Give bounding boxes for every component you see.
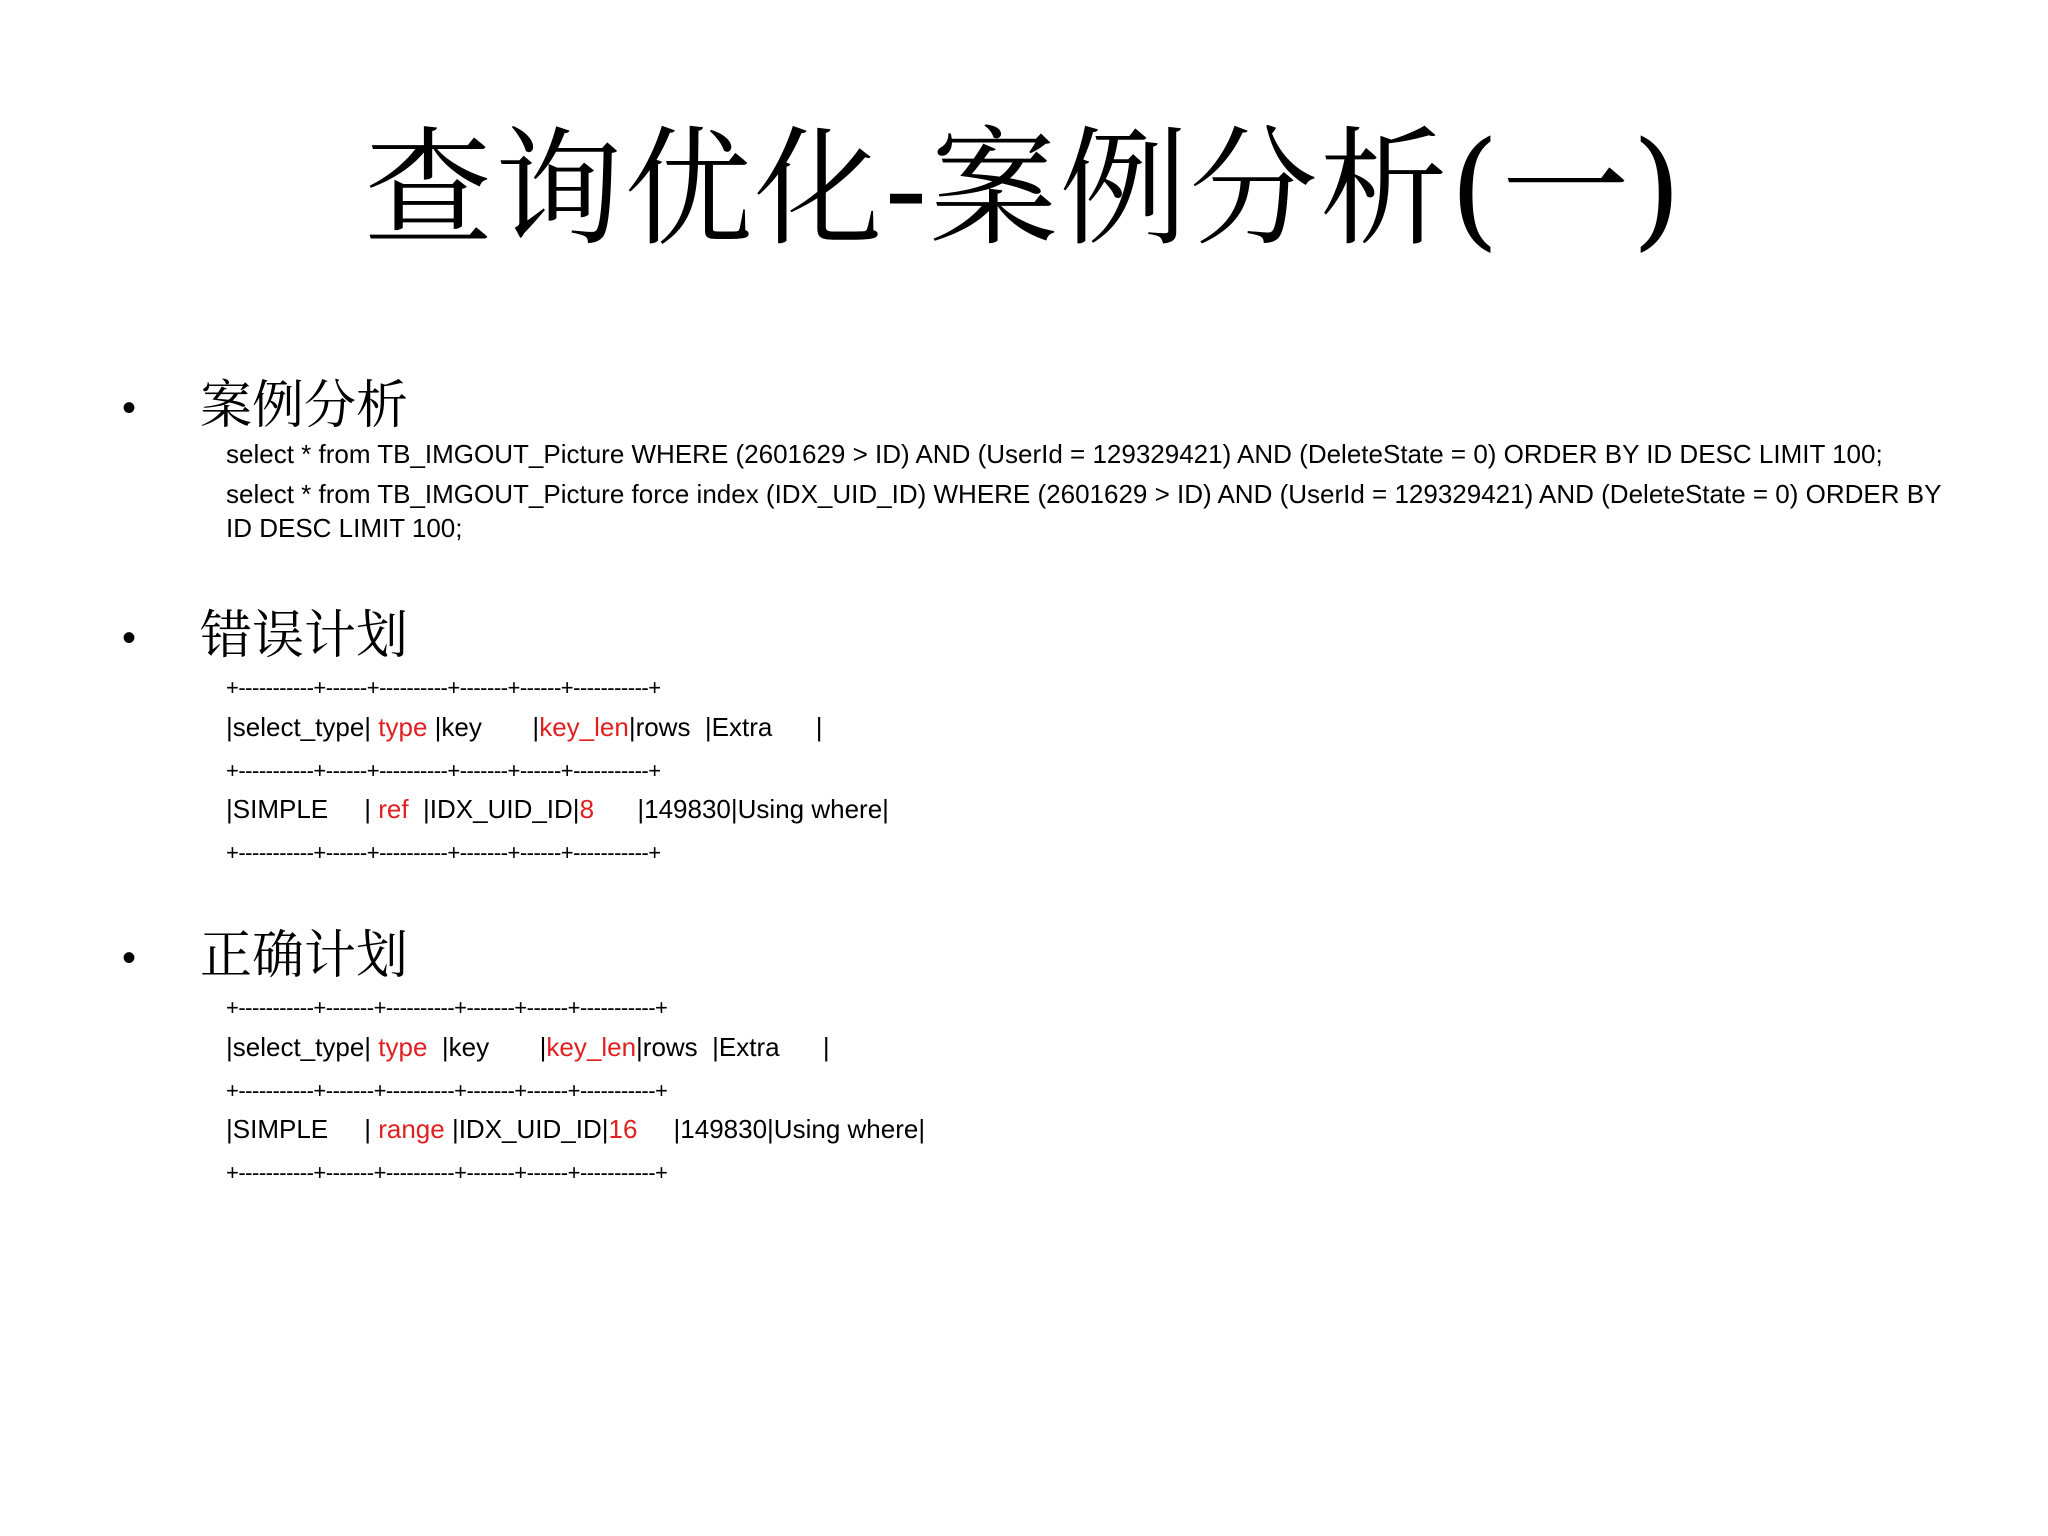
row-cell-key-len: 16 xyxy=(608,1114,638,1144)
row-cell-select-type: |SIMPLE | xyxy=(226,794,379,824)
bullet-dot-icon: • xyxy=(122,936,137,980)
section-heading-wrong-plan: 错误计划 xyxy=(200,606,409,666)
sql-query-1: select * from TB_IMGOUT_Picture WHERE (2601629 > ID) AND (UserId = 129329421) AND (DeleteState = 0) ORDER BY ID DESC LIMIT 100; xyxy=(226,439,1883,469)
header-cell-type: type xyxy=(378,1032,428,1062)
section-heading-correct-plan: 正确计划 xyxy=(200,926,409,986)
row-cell-rest: |149830|Using where| xyxy=(637,1114,926,1144)
wrong-plan-data-row xyxy=(226,792,889,826)
wrong-plan-separator-mid: +-----------+------+----------+-------+------+-----------+ xyxy=(226,758,661,783)
section-heading-case-analysis: 案例分析 xyxy=(200,376,409,436)
correct-plan-data-row xyxy=(226,1112,925,1146)
row-cell-key-len: 8 xyxy=(579,794,595,824)
row-cell-key: |IDX_UID_ID| xyxy=(444,1114,609,1144)
correct-plan-separator-mid: +-----------+-------+----------+-------+------+-----------+ xyxy=(226,1078,668,1103)
header-cell-select-type: |select_type| xyxy=(226,1032,379,1062)
row-cell-rest: |149830|Using where| xyxy=(594,794,889,824)
header-cell-key: |key | xyxy=(427,712,540,742)
correct-plan-separator-top: +-----------+-------+----------+-------+------+-----------+ xyxy=(226,995,668,1020)
header-cell-rest: |rows |Extra | xyxy=(636,1032,830,1062)
wrong-plan-header-row xyxy=(226,710,822,744)
wrong-plan-separator-top: +-----------+------+----------+-------+------+-----------+ xyxy=(226,675,661,700)
row-cell-select-type: |SIMPLE | xyxy=(226,1114,379,1144)
header-cell-key: |key | xyxy=(427,1032,547,1062)
sql-query-2: select * from TB_IMGOUT_Picture force index (IDX_UID_ID) WHERE (2601629 > ID) AND (UserId = 129329421) AND (DeleteState = 0) ORDER BY ID DESC LIMIT 100; xyxy=(226,479,1941,543)
row-cell-type: ref xyxy=(378,794,409,824)
bullet-dot-icon: • xyxy=(122,616,137,660)
correct-plan-separator-bottom: +-----------+-------+----------+-------+------+-----------+ xyxy=(226,1160,668,1185)
header-cell-rest: |rows |Extra | xyxy=(628,712,823,742)
bullet-dot-icon: • xyxy=(122,386,137,430)
header-cell-key-len: key_len xyxy=(539,712,629,742)
row-cell-key: |IDX_UID_ID| xyxy=(408,794,580,824)
header-cell-type: type xyxy=(378,712,428,742)
correct-plan-header-row xyxy=(226,1030,830,1064)
wrong-plan-separator-bottom: +-----------+------+----------+-------+------+-----------+ xyxy=(226,840,661,865)
header-cell-select-type: |select_type| xyxy=(226,712,379,742)
row-cell-type: range xyxy=(378,1114,445,1144)
slide-title: 查询优化-案例分析(一) xyxy=(364,115,1684,264)
header-cell-key-len: key_len xyxy=(546,1032,637,1062)
